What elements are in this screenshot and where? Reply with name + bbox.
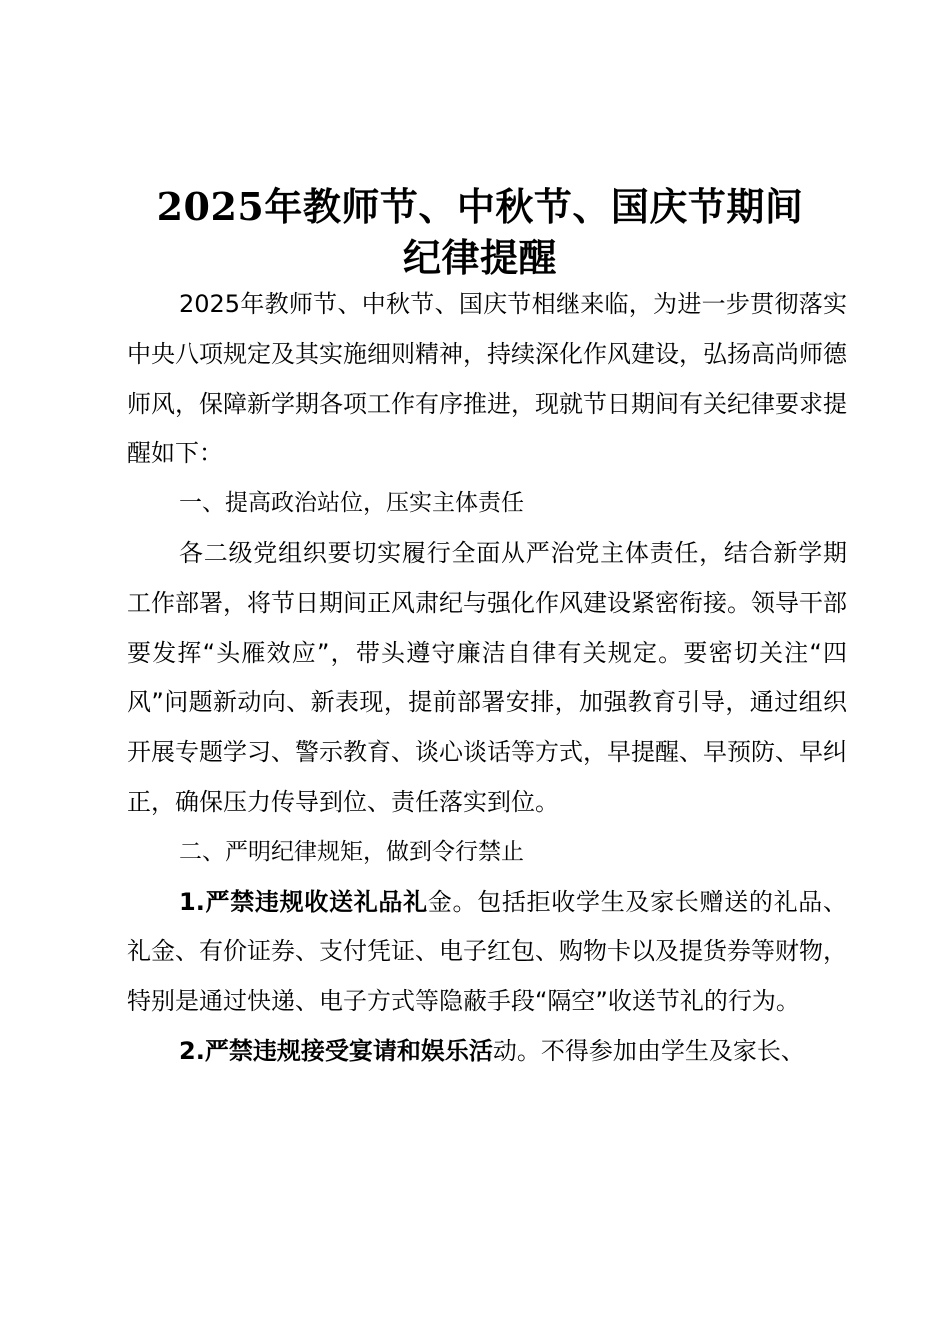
item-1-bold-lead: 1.严禁违规收送礼品礼 bbox=[179, 887, 428, 916]
section-1-paragraph: 各二级党组织要切实履行全面从严治党主体责任，结合新学期工作部署，将节日期间正风肃纪与强化作风建设紧密衔接。领导干部要发挥“头雁效应”，带头遵守廉洁自律有关规定。要密切关注“四风”问题新动向、新表现，提前部署安排，加强教育引导，通过组织开展专题学习、警示教育、谈心谈话等方式，早提醒、早预防、早纠正，确保压力传导到位、责任落实到位。 bbox=[127, 538, 847, 816]
section-2-heading: 二、严明纪律规矩，做到令行禁止 bbox=[179, 838, 524, 865]
title-line-2: 纪律提醒 bbox=[402, 235, 557, 280]
title-line-1: 2025年教师节、中秋节、国庆节期间 bbox=[156, 184, 804, 229]
item-2-text: 动。不得参加由学生及家长、 bbox=[492, 1036, 805, 1065]
item-1-text: 金。包括拒收学生及家长赠送的礼品、礼金、有价证券、支付凭证、电子红包、购物卡以及提货券等财物，特别是通过快递、电子方式等隐蔽手段“隔空”收送节礼的行为。 bbox=[127, 887, 847, 1016]
intro-paragraph: 2025年教师节、中秋节、国庆节相继来临，为进一步贯彻落实中央八项规定及其实施细则精神，持续深化作风建设，弘扬高尚师德师风，保障新学期各项工作有序推进，现就节日期间有关纪律要求提醒如下： bbox=[127, 290, 847, 468]
section-2-item-1 bbox=[127, 878, 847, 1027]
document-title bbox=[120, 181, 840, 283]
section-2-item-2 bbox=[127, 1027, 847, 1077]
item-2-bold-lead: 2.严禁违规接受宴请和娱乐活 bbox=[179, 1036, 493, 1065]
document-body bbox=[127, 280, 847, 1077]
section-1-heading: 一、提高政治站位，压实主体责任 bbox=[179, 490, 524, 517]
